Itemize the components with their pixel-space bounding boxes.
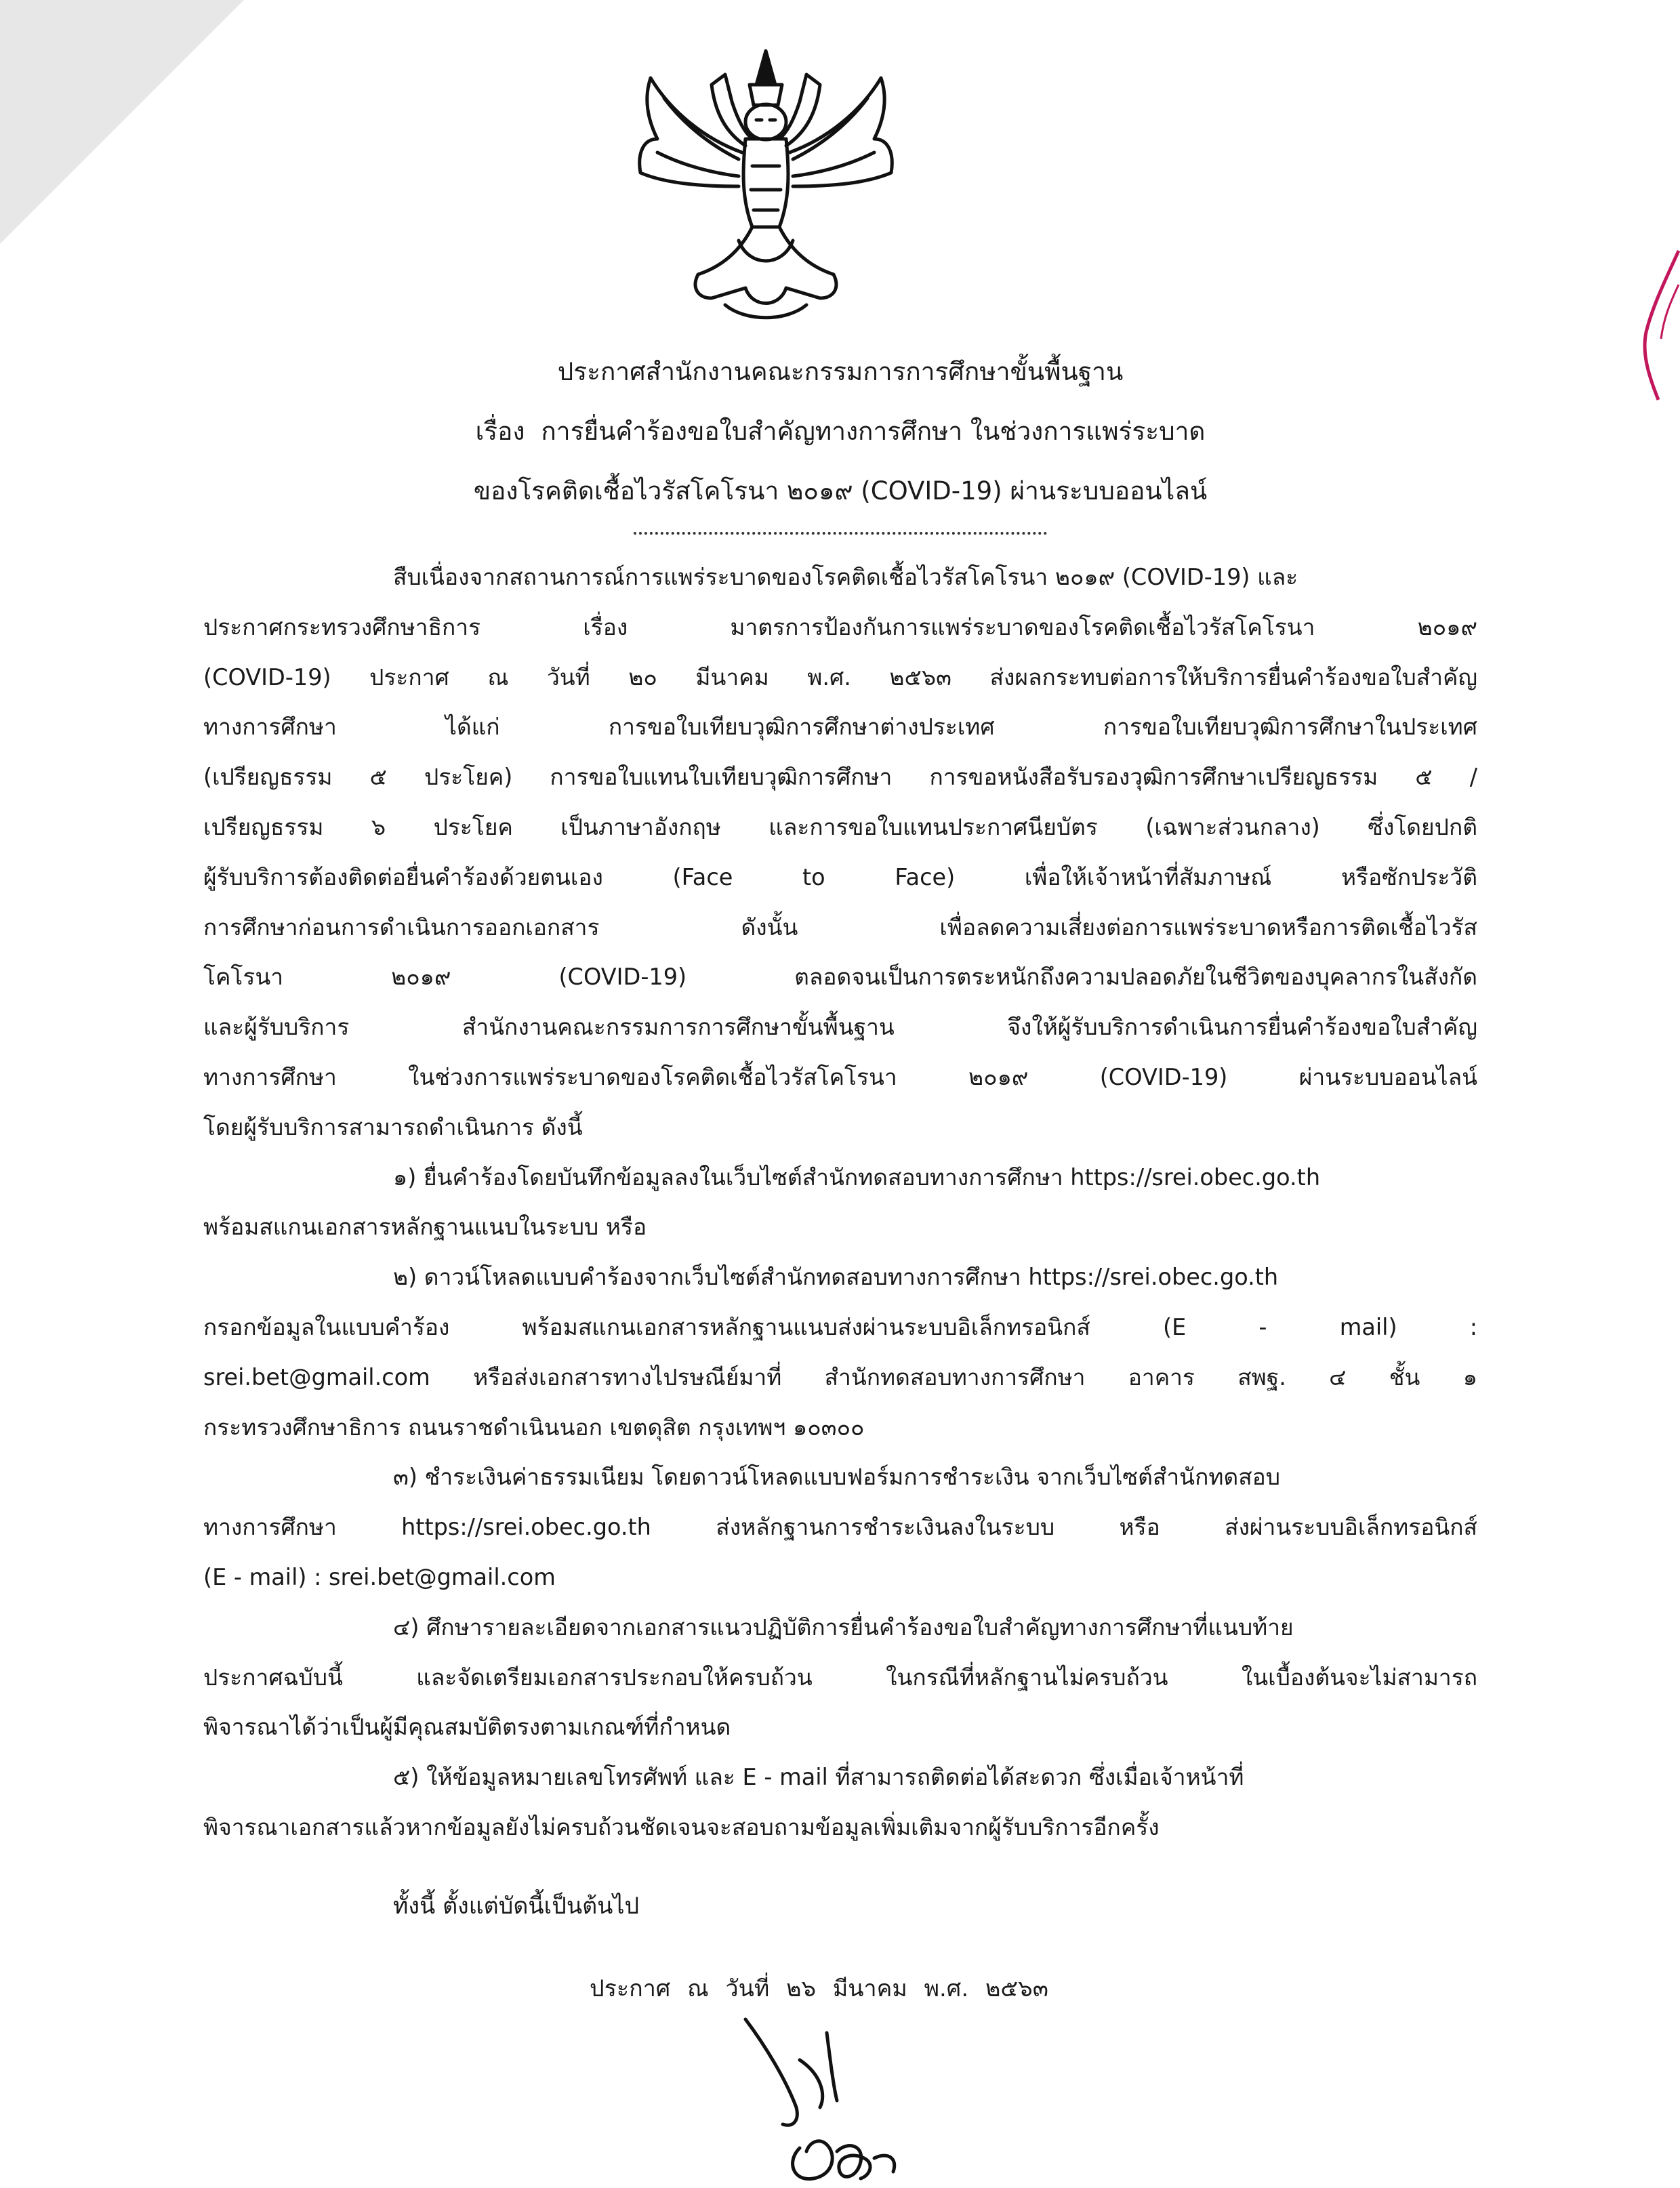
item-line: ประกาศฉบับนี้ และจัดเตรียมเอกสารประกอบให้ครบถ้วน ในกรณีที่หลักฐานไม่ครบถ้วน ในเบื้องต้นจะไม่สามารถ [203, 1664, 1477, 1691]
item-line: ๓) ชำระเงินค่าธรรมเนียม โดยดาวน์โหลดแบบฟอร์มการชำระเงิน จากเว็บไซต์สำนักทดสอบ [393, 1464, 1281, 1491]
header-divider [634, 532, 1047, 535]
item-line: กรอกข้อมูลในแบบคำร้อง พร้อมสแกนเอกสารหลักฐานแนบส่งผ่านระบบอิเล็กทรอนิกส์ (E - mail) : [203, 1313, 1477, 1340]
body-line: ประกาศกระทรวงศึกษาธิการ เรื่อง มาตรการป้องกันการแพร่ระบาดของโรคติดเชื้อไวรัสโคโรนา ๒๐๑๙ [203, 613, 1477, 640]
item-line: พิจารณาได้ว่าเป็นผู้มีคุณสมบัติตรงตามเกณฑ์ที่กำหนด [203, 1714, 731, 1741]
subject-line-2: ของโรคติดเชื้อไวรัสโคโรนา ๒๐๑๙ (COVID-19) ผ่านระบบออนไลน์ [473, 476, 1208, 505]
item-line: ๑) ยื่นคำร้องโดยบันทึกข้อมูลลงในเว็บไซต์สำนักทดสอบทางการศึกษา https://srei.obec.go.th [393, 1163, 1321, 1191]
body-line: เปรียญธรรม ๖ ประโยค เป็นภาษาอังกฤษ และการขอใบแทนประกาศนียบัตร (เฉพาะส่วนกลาง) ซึ่งโดยปกติ [203, 813, 1477, 840]
body-line: โดยผู้รับบริการสามารถดำเนินการ ดังนี้ [203, 1113, 583, 1140]
body-line: (เปรียญธรรม ๕ ประโยค) การขอใบแทนใบเทียบวุฒิการศึกษา การขอหนังสือรับรองวุฒิการศึกษาเปรียญธรรม ๕ / [203, 764, 1477, 791]
body-line: การศึกษาก่อนการดำเนินการออกเอกสาร ดังนั้น เพื่อลดความเสี่ยงต่อการแพร่ระบาดหรือการติดเชื้อไวรัส [203, 913, 1477, 941]
margin-ink-mark [1599, 244, 1680, 407]
body-line: (COVID-19) ประกาศ ณ วันที่ ๒๐ มีนาคม พ.ศ. ๒๕๖๓ ส่งผลกระทบต่อการให้บริการยื่นคำร้องขอใบสำคัญ [203, 663, 1477, 690]
handwritten-signature [718, 2006, 942, 2188]
item-line: พร้อมสแกนเอกสารหลักฐานแนบในระบบ หรือ [203, 1214, 647, 1241]
announcement-header [203, 342, 1477, 521]
body-line: ทางการศึกษา ในช่วงการแพร่ระบาดของโรคติดเชื้อไวรัสโคโรนา ๒๐๑๙ (COVID-19) ผ่านระบบออนไลน์ [203, 1063, 1477, 1090]
list-item-1 [203, 1153, 1477, 1253]
item-line: (E - mail) : srei.bet@gmail.com [203, 1563, 556, 1590]
item-line: srei.bet@gmail.com หรือส่งเอกสารทางไปรษณีย์มาที่ สำนักทดสอบทางการศึกษา อาคาร สพฐ. ๔ ชั้น ๑ [203, 1363, 1477, 1390]
garuda-emblem-icon [623, 37, 908, 329]
announcement-body [203, 552, 1477, 1853]
intro-paragraph [203, 552, 1477, 1153]
item-line: กระทรวงศึกษาธิการ ถนนราชดำเนินนอก เขตดุสิต กรุงเทพฯ ๑๐๓๐๐ [203, 1413, 865, 1441]
folded-corner [0, 0, 244, 244]
body-line: ทางการศึกษา ได้แก่ การขอใบเทียบวุฒิการศึกษาต่างประเทศ การขอใบเทียบวุฒิการศึกษาในประเทศ [203, 714, 1477, 741]
list-item-5 [203, 1752, 1477, 1853]
subject-text: การยื่นคำร้องขอใบสำคัญทางการศึกษา ในช่วงการแพร่ระบาด [541, 417, 1206, 446]
list-item-2 [203, 1252, 1477, 1452]
body-line: และผู้รับบริการ สำนักงานคณะกรรมการการศึกษาขั้นพื้นฐาน จึงให้ผู้รับบริการดำเนินการยื่นคำร้องขอใบสำคัญ [203, 1014, 1477, 1041]
item-line: พิจารณาเอกสารแล้วหากข้อมูลยังไม่ครบถ้วนชัดเจนจะสอบถามข้อมูลเพิ่มเติมจากผู้รับบริการอีกครั้ง [203, 1813, 1160, 1840]
body-line: โคโรนา ๒๐๑๙ (COVID-19) ตลอดจนเป็นการตระหนักถึงความปลอดภัยในชีวิตของบุคลากรในสังกัด [203, 964, 1477, 991]
subject-label: เรื่อง [475, 417, 525, 446]
list-item-4 [203, 1603, 1477, 1752]
announcement-date: ประกาศ ณ วันที่ ๒๖ มีนาคม พ.ศ. ๒๕๖๓ [590, 1975, 1048, 2002]
item-line: ทางการศึกษา https://srei.obec.go.th ส่งหลักฐานการชำระเงินลงในระบบ หรือ ส่งผ่านระบบอิเล็กทรอนิกส์ [203, 1514, 1477, 1541]
body-line: สืบเนื่องจากสถานการณ์การแพร่ระบาดของโรคติดเชื้อไวรัสโคโรนา ๒๐๑๙ (COVID-19) และ [393, 564, 1298, 590]
item-line: ๒) ดาวน์โหลดแบบคำร้องจากเว็บไซต์สำนักทดสอบทางการศึกษา https://srei.obec.go.th [393, 1264, 1279, 1291]
list-item-3 [203, 1452, 1477, 1602]
item-line: ๕) ให้ข้อมูลหมายเลขโทรศัพท์ และ E - mail ที่สามารถติดต่อได้สะดวก ซึ่งเมื่อเจ้าหน้าที่ [393, 1764, 1244, 1791]
item-line: ๔) ศึกษารายละเอียดจากเอกสารแนวปฏิบัติการยื่นคำร้องขอใบสำคัญทางการศึกษาที่แนบท้าย [393, 1613, 1294, 1640]
subject-line [203, 402, 1477, 461]
body-line: ผู้รับบริการต้องติดต่อยื่นคำร้องด้วยตนเอง (Face to Face) เพื่อให้เจ้าหน้าที่สัมภาษณ์ หรือซักประวัติ [203, 863, 1477, 890]
announcement-title: ประกาศสำนักงานคณะกรรมการการศึกษาขั้นพื้นฐาน [557, 357, 1124, 386]
closing-statement: ทั้งนี้ ตั้งแต่บัดนี้เป็นต้นไป [393, 1893, 640, 1920]
